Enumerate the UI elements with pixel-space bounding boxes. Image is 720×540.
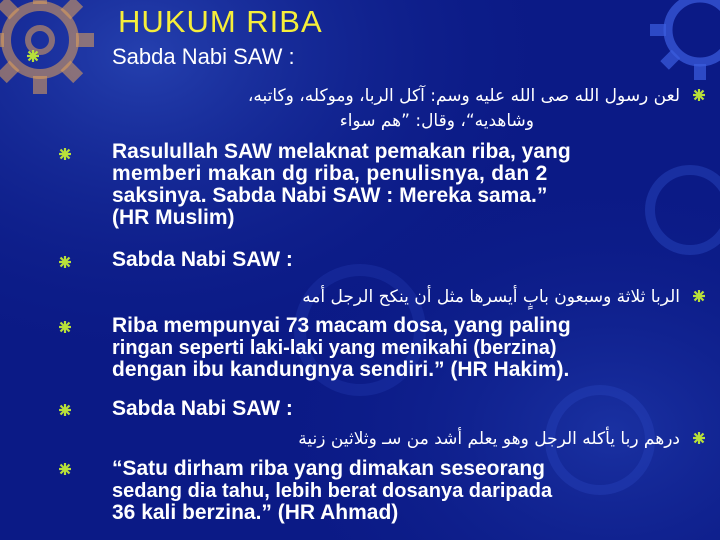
translation-3-line: “Satu dirham riba yang dimakan seseorang [112,457,545,480]
translation-1-line: memberi makan dg riba, penulisnya, dan 2 [112,162,548,185]
sparkle-bullet-icon [58,462,72,476]
sparkle-bullet-icon [58,320,72,334]
translation-2-line: ringan seperti laki-laki yang menikahi (berzina) [112,337,557,359]
sparkle-bullet-icon [58,403,72,417]
sparkle-bullet-icon [58,255,72,269]
sparkle-bullet-icon [692,431,706,445]
sabda-heading-1: Sabda Nabi SAW : [112,44,295,69]
sparkle-bullet-icon [692,88,706,102]
translation-1-line: (HR Muslim) [112,206,235,229]
translation-2-line: dengan ibu kandungnya sendiri.” (HR Hakim). [112,358,570,381]
arabic-hadith-1-line1: لعن رسول الله صى الله عليه وسم: آكل الربا، وموكله، وكاتبه، [247,86,680,106]
arabic-hadith-3: درهم ربا يأكله الرجل وهو يعلم أشد من سـ وثلاثين زنية [298,429,680,449]
translation-1-line: Rasulullah SAW melaknat pemakan riba, yang [112,140,571,163]
translation-1-line: saksinya. Sabda Nabi SAW : Mereka sama.” [112,184,548,207]
sabda-heading-2: Sabda Nabi SAW : [112,248,293,271]
translation-3-line: 36 kali berzina.” (HR Ahmad) [112,501,399,524]
arabic-hadith-2: الربا ثلاثة وسبعون بابٍ أيسرها مثل أن ينكح الرجل أمه [302,287,680,307]
translation-2-line: Riba mempunyai 73 macam dosa, yang paling [112,314,571,337]
translation-3-line: sedang dia tahu, lebih berat dosanya daripada [112,480,553,502]
arabic-hadith-1-line2: وشاهديه“، وقال: ”هم سواء [339,111,534,131]
slide-title: HUKUM RIBA [118,4,323,39]
sparkle-bullet-icon [692,289,706,303]
sparkle-bullet-icon [58,147,72,161]
sabda-heading-3: Sabda Nabi SAW : [112,397,293,420]
sparkle-bullet-icon [26,49,40,63]
